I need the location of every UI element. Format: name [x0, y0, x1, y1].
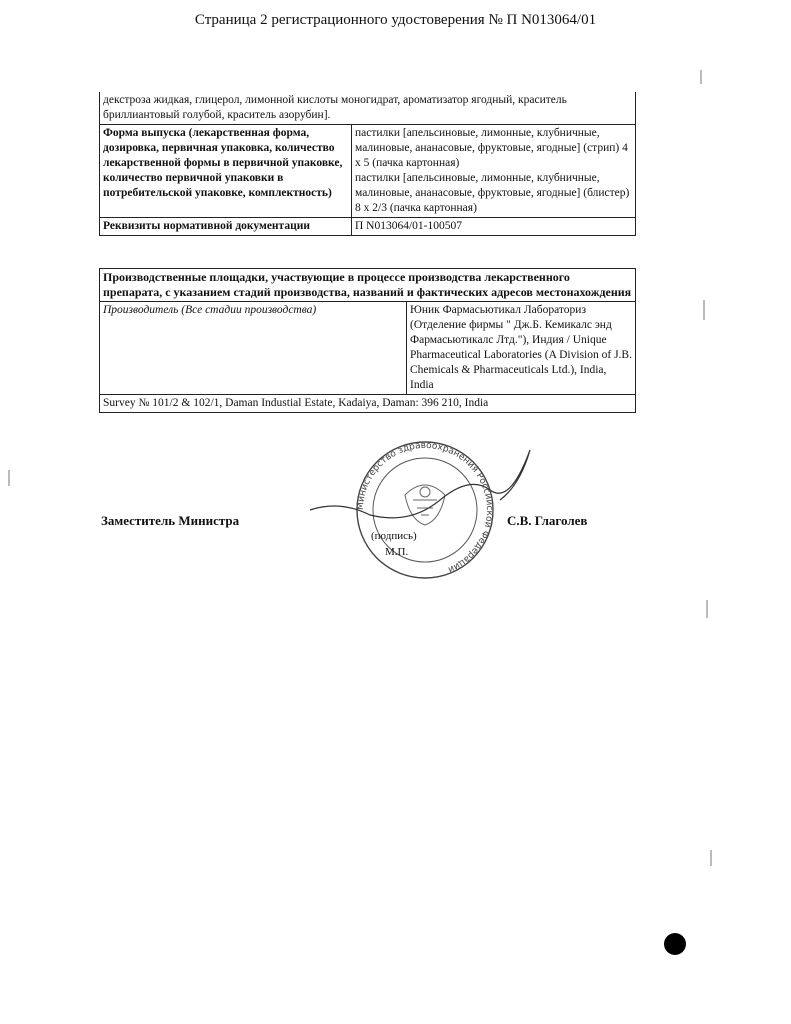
scan-artifact — [700, 70, 702, 84]
stamp-place-caption: М.П. — [385, 546, 409, 558]
signature-caption: (подпись) — [371, 530, 417, 542]
composition-row — [100, 92, 636, 125]
sites-heading: Производственные площадки, участвующие в процессе производства лекарственного препарата, с указанием стадий производства, названий и фактических адресов местонахождения — [100, 269, 636, 302]
manufacturer-address: Survey № 101/2 & 102/1, Daman Industial Estate, Kadaiya, Daman: 396 210, India — [100, 395, 636, 413]
signer-name: С.В. Глаголев — [507, 513, 588, 528]
scan-artifact — [710, 850, 712, 866]
stamp-ring-text: Министерство здравоохранения Российской Федерации — [355, 440, 495, 575]
manufacturer-role: Производитель (Все стадии производства) — [100, 302, 407, 395]
page-title: Страница 2 регистрационного удостоверения № П N013064/01 — [194, 12, 597, 28]
dosage-form-strip: пастилки [апельсиновые, лимонные, клубничные, малиновые, ананасовые, фруктовые, ягодные] (стрип) 4 x 5 (пачка картонная) — [355, 127, 628, 169]
sites-heading-row — [100, 269, 636, 302]
requisites-label: Реквизиты нормативной документации — [100, 218, 352, 236]
official-stamp-seal — [305, 440, 545, 580]
dosage-form-value — [352, 125, 636, 218]
dosage-form-blister: пастилки [апельсиновые, лимонные, клубничные, малиновые, ананасовые, фруктовые, ягодные] (блистер) 8 x 2/3 (пачка картонная) — [355, 172, 630, 214]
requisites-value: П N013064/01-100507 — [352, 218, 636, 236]
manufacturer-name: Юник Фармасьютикал Лабораториз (Отделение фирмы " Дж.Б. Кемикалс энд Фармасьютикалс Лтд."), Индия / Unique Pharmaceutical Laboratories (A Division of J.B. Chemicals & Pharmaceuticals Ltd.), India, India — [407, 302, 636, 395]
registration-details-table — [99, 92, 636, 236]
requisites-row — [100, 218, 636, 236]
address-row — [100, 395, 636, 413]
scan-artifact — [706, 600, 708, 618]
composition-continuation: декстроза жидкая, глицерол, лимонной кислоты моногидрат, ароматизатор ягодный, краситель бриллиантовый голубой, краситель азорубин]. — [100, 92, 636, 125]
scan-artifact — [8, 470, 10, 486]
production-sites-table — [99, 268, 636, 413]
punch-hole-mark — [664, 933, 686, 955]
manufacturer-row — [100, 302, 636, 395]
signer-position: Заместитель Министра — [101, 513, 240, 528]
emblem-icon — [405, 485, 445, 525]
scan-artifact — [703, 300, 705, 320]
dosage-form-label: Форма выпуска (лекарственная форма, дозировка, первичная упаковка, количество лекарственной формы в первичной упаковке, количество первичной упаковки в потребительской упаковке, комплектность) — [100, 125, 352, 218]
dosage-form-row — [100, 125, 636, 218]
